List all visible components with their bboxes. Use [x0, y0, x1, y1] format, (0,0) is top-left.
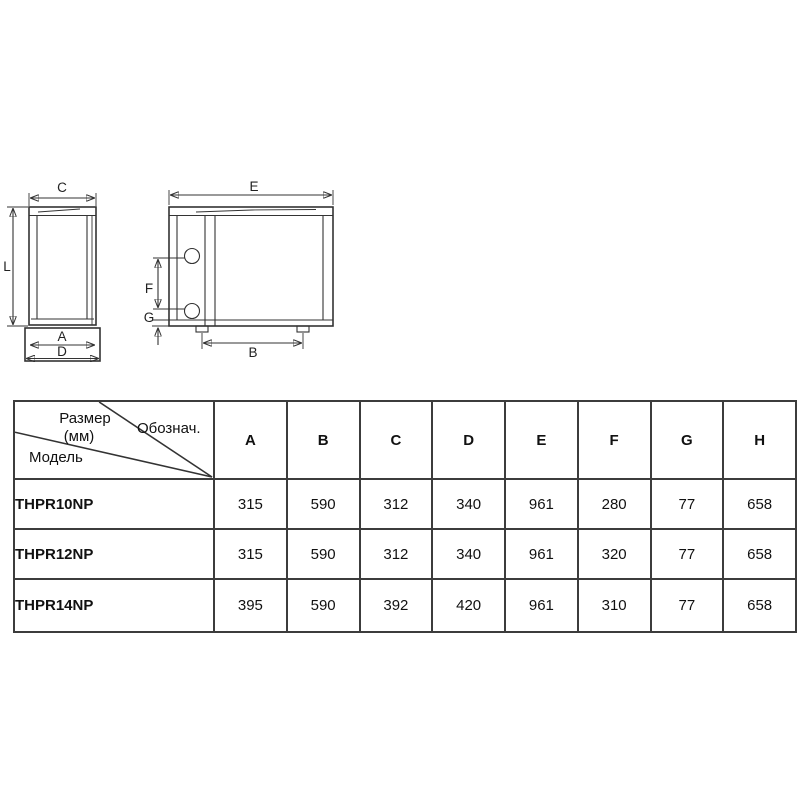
dim-label-d: D	[57, 344, 67, 359]
table-cell: 590	[287, 479, 360, 529]
table-cell: 961	[505, 479, 578, 529]
lower-port-circle	[185, 304, 200, 319]
front-view-cap-seam	[196, 210, 316, 213]
table-corner-cell	[14, 401, 214, 479]
model-name: THPR10NP	[14, 479, 214, 529]
dim-label-g: G	[143, 310, 155, 325]
table-cell: 77	[651, 479, 724, 529]
table-cell: 961	[505, 529, 578, 579]
front-view	[152, 207, 333, 332]
model-name: THPR12NP	[14, 529, 214, 579]
front-view-foot-right	[297, 326, 309, 332]
corner-size-unit: (мм)	[63, 428, 95, 445]
table-cell: 77	[651, 579, 724, 632]
side-view-body	[29, 207, 96, 325]
upper-port-circle	[185, 249, 200, 264]
table-cell: 590	[287, 529, 360, 579]
table-cell: 315	[214, 529, 287, 579]
column-header-b: B	[287, 401, 360, 479]
dim-label-c: C	[57, 180, 67, 195]
column-header-f: F	[578, 401, 651, 479]
column-header-e: E	[505, 401, 578, 479]
table-cell: 658	[723, 529, 796, 579]
column-header-c: C	[360, 401, 433, 479]
table-cell: 312	[360, 479, 433, 529]
table-cell: 590	[287, 579, 360, 632]
dimensions-table-wrap	[13, 400, 797, 633]
table-cell: 340	[432, 529, 505, 579]
table-cell: 280	[578, 479, 651, 529]
column-header-a: A	[214, 401, 287, 479]
dim-label-e: E	[249, 179, 259, 194]
table-cell: 395	[214, 579, 287, 632]
table-cell: 77	[651, 529, 724, 579]
column-header-h: H	[723, 401, 796, 479]
corner-size-label: Размер	[59, 410, 111, 427]
table-cell: 310	[578, 579, 651, 632]
table-cell: 392	[360, 579, 433, 632]
side-view-cap-seam	[38, 209, 80, 212]
table-cell: 658	[723, 479, 796, 529]
table-cell: 320	[578, 529, 651, 579]
dimensions-table	[13, 400, 797, 633]
corner-designation-label: Обознач.	[137, 420, 201, 437]
table-row	[14, 529, 796, 579]
front-view-dimensions	[144, 179, 333, 360]
table-row	[14, 579, 796, 632]
dim-label-l: L	[3, 259, 11, 274]
table-cell: 340	[432, 479, 505, 529]
table-cell: 658	[723, 579, 796, 632]
front-view-body	[169, 207, 333, 326]
model-name: THPR14NP	[14, 579, 214, 632]
table-row	[14, 479, 796, 529]
dim-label-b: B	[248, 345, 258, 360]
column-header-d: D	[432, 401, 505, 479]
dim-label-f: F	[144, 281, 154, 296]
corner-model-label: Модель	[29, 449, 83, 466]
table-cell: 961	[505, 579, 578, 632]
dim-label-a: A	[57, 329, 67, 344]
table-cell: 312	[360, 529, 433, 579]
front-view-foot-left	[196, 326, 208, 332]
table-cell: 420	[432, 579, 505, 632]
column-header-g: G	[651, 401, 724, 479]
table-cell: 315	[214, 479, 287, 529]
technical-drawing	[0, 0, 380, 380]
